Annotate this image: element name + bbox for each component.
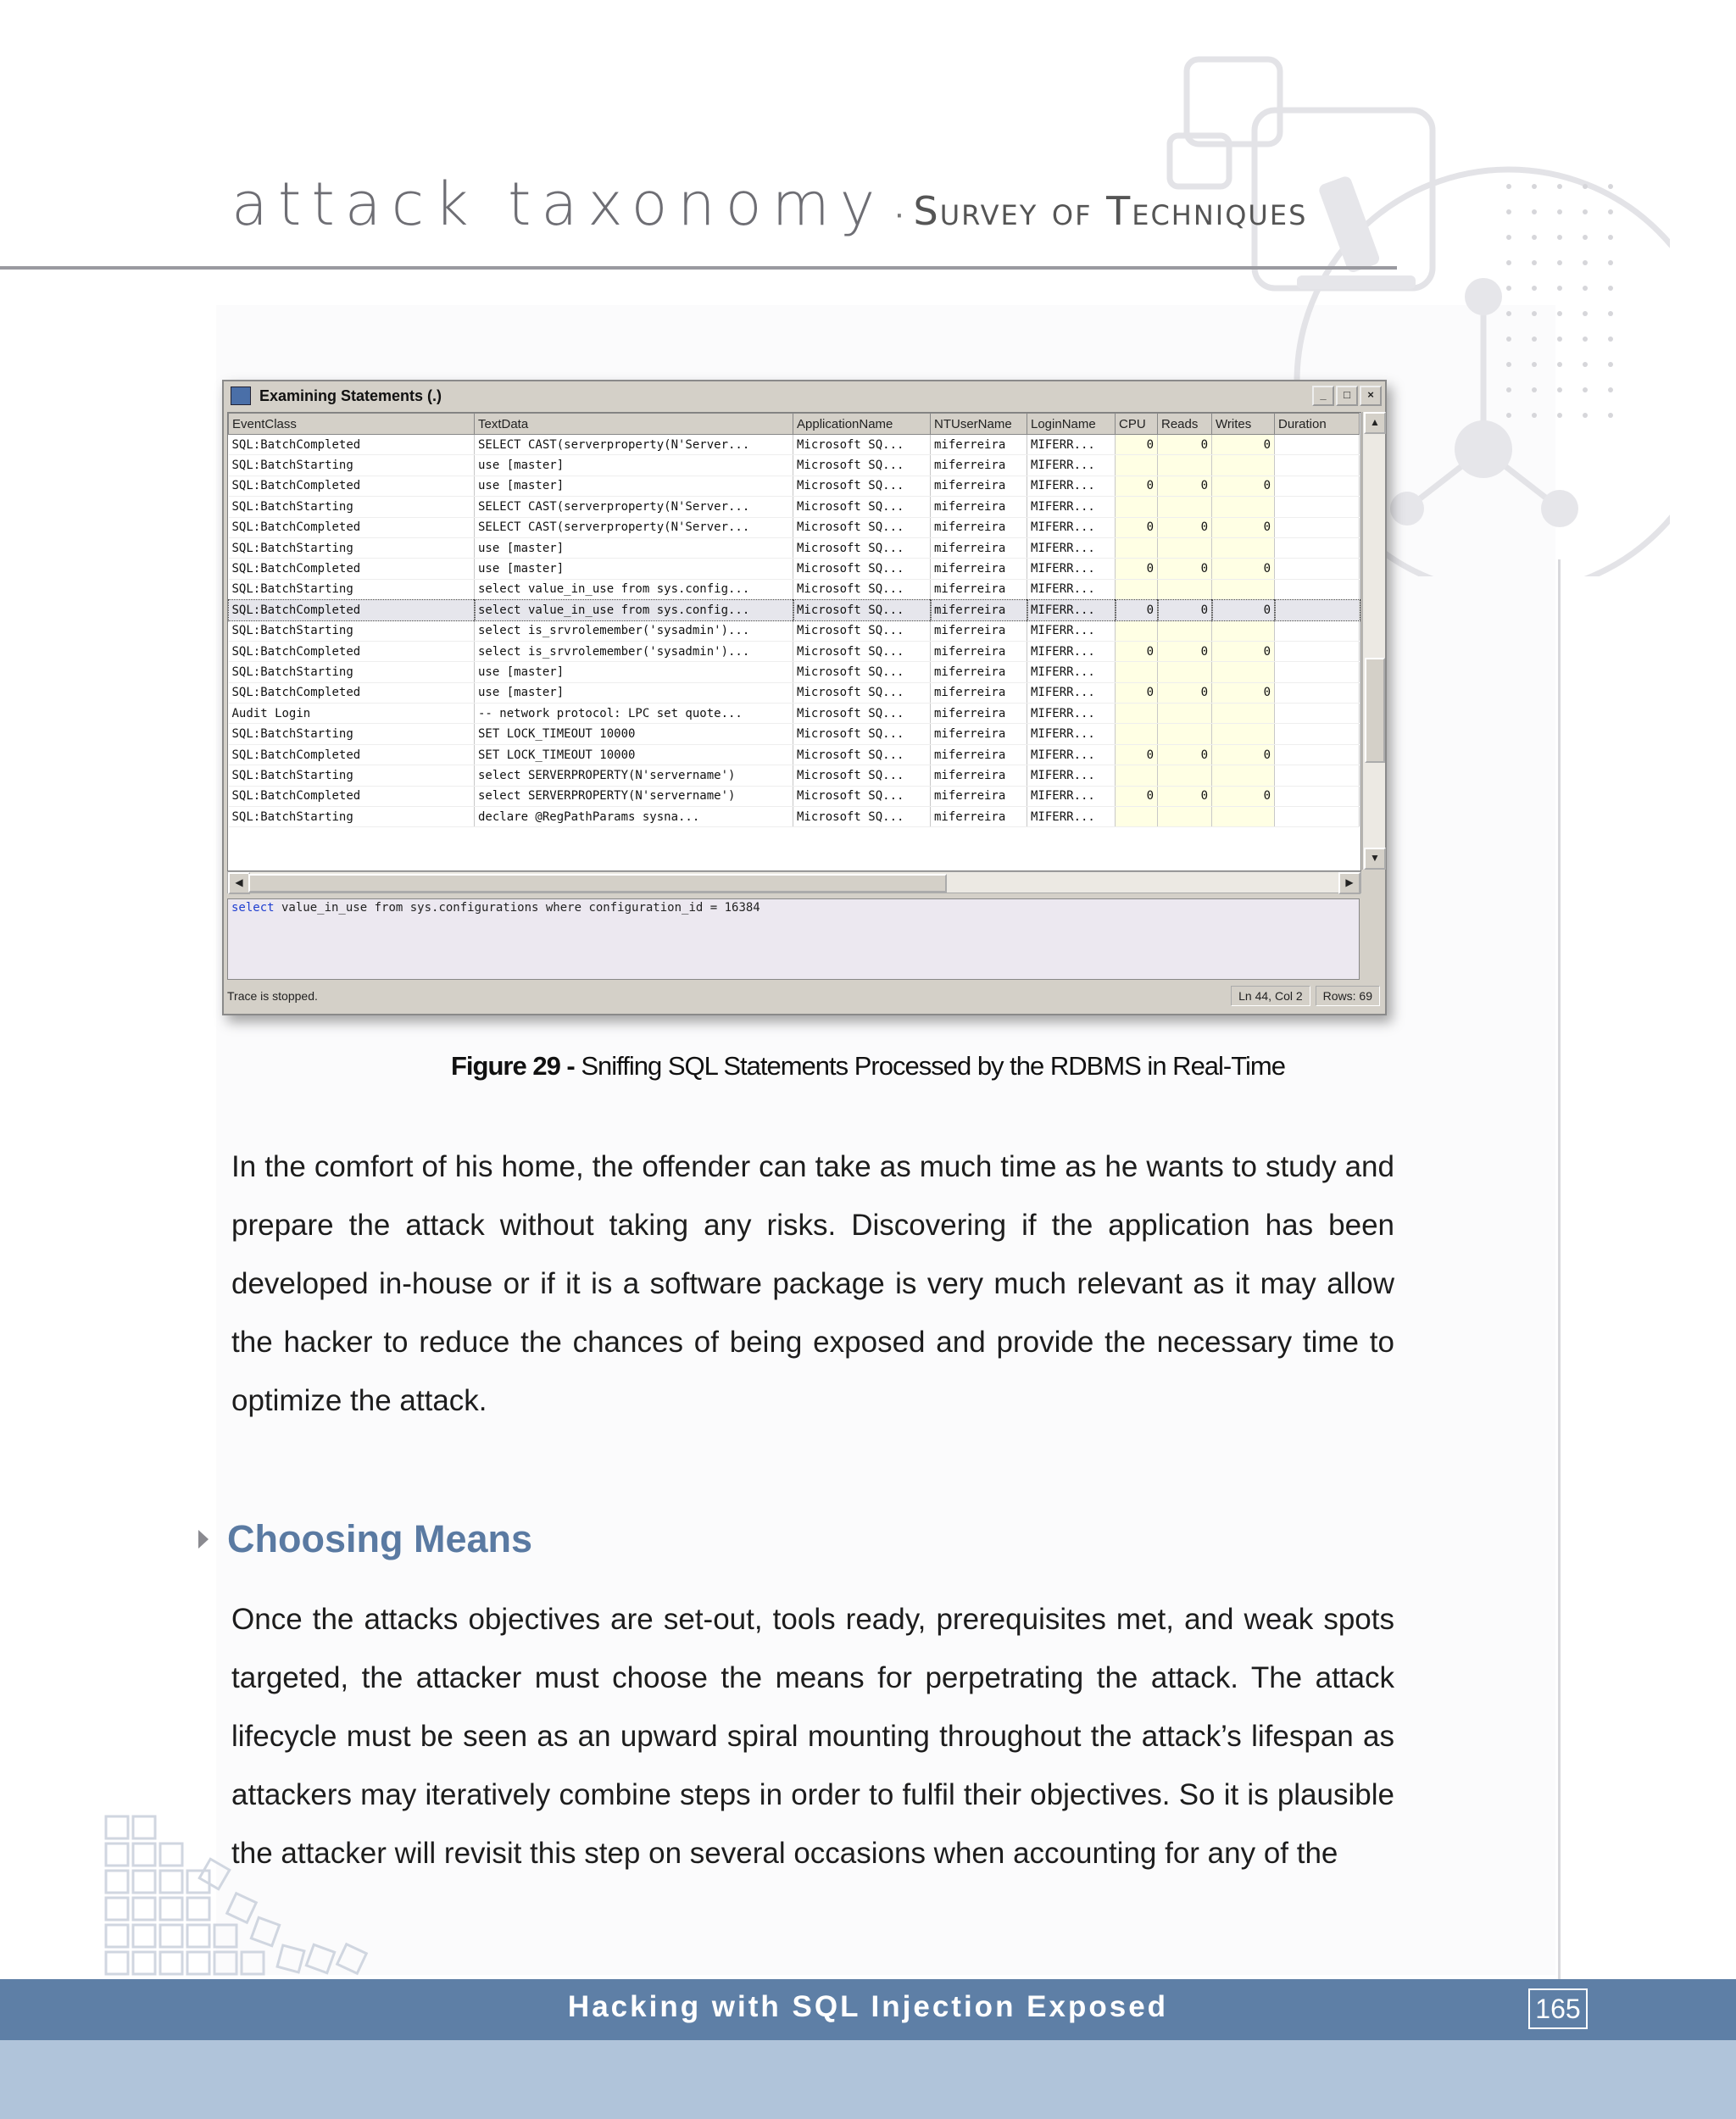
table-row[interactable] <box>229 724 1360 744</box>
horizontal-scroll-thumb[interactable] <box>248 874 947 893</box>
table-cell: miferreira <box>931 497 1027 517</box>
table-cell <box>1158 807 1212 827</box>
table-cell: 0 <box>1158 559 1212 579</box>
figure-caption <box>0 1051 1736 1082</box>
table-cell: SQL:BatchCompleted <box>229 744 475 765</box>
table-cell <box>1116 662 1158 682</box>
status-bar <box>227 985 1380 1007</box>
section-arrow-icon <box>198 1530 209 1549</box>
right-margin-rule <box>1558 559 1561 1983</box>
table-cell: 0 <box>1158 641 1212 661</box>
table-cell: select is_srvrolemember('sysadmin')... <box>475 620 793 641</box>
table-row[interactable] <box>229 517 1360 537</box>
table-cell: MIFERR... <box>1027 807 1116 827</box>
table-cell: MIFERR... <box>1027 620 1116 641</box>
table-row[interactable] <box>229 641 1360 661</box>
table-cell <box>1275 704 1360 724</box>
table-cell <box>1275 455 1360 476</box>
table-cell <box>1212 765 1275 786</box>
table-cell: SQL:BatchStarting <box>229 724 475 744</box>
table-cell: miferreira <box>931 724 1027 744</box>
table-cell <box>1212 497 1275 517</box>
table-cell <box>1275 435 1360 455</box>
table-cell: miferreira <box>931 476 1027 496</box>
table-cell: Microsoft SQ... <box>793 744 931 765</box>
table-row[interactable] <box>229 435 1360 455</box>
table-cell: SQL:BatchCompleted <box>229 641 475 661</box>
table-cell: 0 <box>1116 744 1158 765</box>
table-row[interactable] <box>229 559 1360 579</box>
table-row[interactable] <box>229 786 1360 806</box>
table-cell: Microsoft SQ... <box>793 704 931 724</box>
table-cell: Microsoft SQ... <box>793 435 931 455</box>
table-row[interactable] <box>229 662 1360 682</box>
maximize-icon[interactable]: □ <box>1336 386 1358 406</box>
table-cell: select value_in_use from sys.config... <box>475 579 793 599</box>
table-cell <box>1275 641 1360 661</box>
column-header[interactable]: Reads <box>1158 414 1212 435</box>
table-cell <box>1158 724 1212 744</box>
table-cell: Microsoft SQ... <box>793 476 931 496</box>
table-cell <box>1275 579 1360 599</box>
table-cell <box>1158 620 1212 641</box>
table-cell: Microsoft SQ... <box>793 724 931 744</box>
table-cell: Microsoft SQ... <box>793 537 931 558</box>
window-controls <box>1312 386 1382 406</box>
status-rows: Rows: 69 <box>1316 986 1380 1006</box>
table-cell: MIFERR... <box>1027 600 1116 620</box>
table-row[interactable] <box>229 497 1360 517</box>
table-cell: MIFERR... <box>1027 497 1116 517</box>
trace-grid <box>227 412 1361 871</box>
table-cell <box>1212 579 1275 599</box>
table-cell: 0 <box>1212 517 1275 537</box>
table-cell <box>1275 620 1360 641</box>
table-cell <box>1158 537 1212 558</box>
table-cell: MIFERR... <box>1027 744 1116 765</box>
table-cell: Microsoft SQ... <box>793 662 931 682</box>
table-cell: miferreira <box>931 641 1027 661</box>
table-cell: SELECT CAST(serverproperty(N'Server... <box>475 517 793 537</box>
table-cell: Microsoft SQ... <box>793 559 931 579</box>
table-row[interactable] <box>229 807 1360 827</box>
table-cell <box>1158 455 1212 476</box>
table-cell: 0 <box>1116 559 1158 579</box>
column-header[interactable]: TextData <box>475 414 793 435</box>
table-cell <box>1275 497 1360 517</box>
header-separator: · <box>893 195 905 232</box>
table-cell <box>1116 497 1158 517</box>
table-cell: 0 <box>1212 641 1275 661</box>
table-cell: MIFERR... <box>1027 455 1116 476</box>
table-cell <box>1158 579 1212 599</box>
table-cell: Microsoft SQ... <box>793 455 931 476</box>
caption-text: Sniffing SQL Statements Processed by the RDBMS in Real-Time <box>574 1051 1285 1081</box>
table-cell: SQL:BatchCompleted <box>229 682 475 703</box>
vertical-scrollbar[interactable] <box>1362 412 1385 870</box>
body-paragraph-2: Once the attacks objectives are set-out, tools ready, prerequisites met, and weak spots targeted, the attacker must choose the means for perpetrating the attack. The attack lifecycle must be seen as an upward spiral mounting throughout the attack’s lifespan as attackers may iteratively combine steps in order to fulfil their objectives. So it is plausible the attacker will revisit this step on several occasions when accounting for any of the <box>231 1603 1394 1870</box>
table-cell: use [master] <box>475 682 793 703</box>
status-position: Ln 44, Col 2 <box>1231 986 1310 1006</box>
table-cell: MIFERR... <box>1027 579 1116 599</box>
table-cell: 0 <box>1158 786 1212 806</box>
table-cell: declare @RegPathParams sysna... <box>475 807 793 827</box>
table-cell: 0 <box>1212 600 1275 620</box>
table-cell: miferreira <box>931 537 1027 558</box>
table-cell: SQL:BatchStarting <box>229 765 475 786</box>
sql-text-pane[interactable] <box>227 898 1360 980</box>
table-cell <box>1275 559 1360 579</box>
table-cell <box>1275 517 1360 537</box>
table-row[interactable] <box>229 455 1360 476</box>
column-header[interactable]: Duration <box>1275 414 1360 435</box>
table-cell <box>1275 807 1360 827</box>
section-heading <box>198 1517 532 1561</box>
column-header[interactable]: ApplicationName <box>793 414 931 435</box>
table-cell: miferreira <box>931 600 1027 620</box>
table-cell: miferreira <box>931 744 1027 765</box>
table-cell: SQL:BatchCompleted <box>229 600 475 620</box>
table-cell <box>1212 807 1275 827</box>
table-cell: miferreira <box>931 662 1027 682</box>
table-cell: select SERVERPROPERTY(N'servername') <box>475 786 793 806</box>
header-lead: attack taxonomy <box>231 170 886 239</box>
table-cell: 0 <box>1116 517 1158 537</box>
table-cell: use [master] <box>475 559 793 579</box>
table-cell <box>1116 620 1158 641</box>
table-cell: select value_in_use from sys.config... <box>475 600 793 620</box>
table-cell <box>1275 765 1360 786</box>
table-row[interactable] <box>229 682 1360 703</box>
table-cell: 0 <box>1158 476 1212 496</box>
table-cell <box>1116 765 1158 786</box>
table-cell: 0 <box>1116 641 1158 661</box>
footer-book-title: Hacking with SQL Injection Exposed <box>567 1990 1169 2023</box>
table-cell: MIFERR... <box>1027 662 1116 682</box>
header-rule <box>0 266 1397 270</box>
table-cell: miferreira <box>931 517 1027 537</box>
table-cell: 0 <box>1158 744 1212 765</box>
table-cell <box>1212 620 1275 641</box>
table-cell: Microsoft SQ... <box>793 620 931 641</box>
table-cell: miferreira <box>931 579 1027 599</box>
table-cell: miferreira <box>931 559 1027 579</box>
table-cell: 0 <box>1116 476 1158 496</box>
table-cell: use [master] <box>475 455 793 476</box>
table-cell: Microsoft SQ... <box>793 600 931 620</box>
table-cell: MIFERR... <box>1027 704 1116 724</box>
table-cell <box>1275 744 1360 765</box>
scroll-left-icon[interactable]: ◀ <box>228 872 250 894</box>
table-cell <box>1212 455 1275 476</box>
trace-header-row <box>229 414 1360 435</box>
table-cell: MIFERR... <box>1027 476 1116 496</box>
table-cell <box>1275 662 1360 682</box>
table-cell <box>1116 807 1158 827</box>
table-row[interactable] <box>229 744 1360 765</box>
status-text: Trace is stopped. <box>227 989 318 1003</box>
table-row[interactable] <box>229 704 1360 724</box>
table-cell <box>1275 682 1360 703</box>
table-cell: Microsoft SQ... <box>793 579 931 599</box>
table-cell <box>1212 704 1275 724</box>
table-row[interactable] <box>229 620 1360 641</box>
column-header[interactable]: NTUserName <box>931 414 1027 435</box>
table-cell: select is_srvrolemember('sysadmin')... <box>475 641 793 661</box>
table-cell: use [master] <box>475 662 793 682</box>
horizontal-scrollbar[interactable] <box>227 871 1361 893</box>
table-cell: -- network protocol: LPC set quote... <box>475 704 793 724</box>
table-cell: SQL:BatchCompleted <box>229 786 475 806</box>
sql-keyword: select <box>231 901 275 915</box>
footer-lower-band <box>0 2040 1736 2119</box>
vertical-scroll-thumb[interactable] <box>1365 658 1385 763</box>
sql-text: value_in_use from sys.configurations where configuration_id = 16384 <box>274 901 760 915</box>
scroll-down-icon[interactable]: ▼ <box>1364 848 1386 870</box>
profiler-window-screenshot <box>222 380 1387 1015</box>
table-cell: miferreira <box>931 765 1027 786</box>
page-number: 165 <box>1528 1988 1588 2029</box>
table-row[interactable] <box>229 537 1360 558</box>
table-cell: 0 <box>1116 786 1158 806</box>
table-cell <box>1275 724 1360 744</box>
table-cell: select SERVERPROPERTY(N'servername') <box>475 765 793 786</box>
table-cell: SQL:BatchCompleted <box>229 559 475 579</box>
table-cell: 0 <box>1212 786 1275 806</box>
table-cell: SQL:BatchStarting <box>229 455 475 476</box>
table-row[interactable] <box>229 476 1360 496</box>
table-cell: Audit Login <box>229 704 475 724</box>
table-cell <box>1116 455 1158 476</box>
table-cell: SQL:BatchStarting <box>229 497 475 517</box>
table-cell <box>1275 537 1360 558</box>
trace-body <box>229 435 1360 827</box>
table-cell: 0 <box>1158 682 1212 703</box>
table-cell: MIFERR... <box>1027 537 1116 558</box>
table-cell <box>1212 724 1275 744</box>
table-cell: miferreira <box>931 682 1027 703</box>
trace-table <box>228 413 1360 827</box>
table-cell <box>1212 662 1275 682</box>
header-trail: Survey of Techniques <box>913 188 1308 234</box>
table-cell: Microsoft SQ... <box>793 682 931 703</box>
table-cell: 0 <box>1158 435 1212 455</box>
caption-label: Figure 29 - <box>451 1051 575 1081</box>
table-cell: use [master] <box>475 476 793 496</box>
scroll-right-icon[interactable]: ▶ <box>1338 872 1360 894</box>
table-cell <box>1158 704 1212 724</box>
table-cell: SQL:BatchStarting <box>229 620 475 641</box>
table-row[interactable] <box>229 579 1360 599</box>
table-cell: 0 <box>1212 744 1275 765</box>
table-cell: 0 <box>1212 559 1275 579</box>
table-cell: miferreira <box>931 620 1027 641</box>
table-cell: 0 <box>1212 476 1275 496</box>
table-cell <box>1212 537 1275 558</box>
table-cell: use [master] <box>475 537 793 558</box>
table-cell: 0 <box>1116 682 1158 703</box>
table-cell: SQL:BatchStarting <box>229 579 475 599</box>
table-cell <box>1116 537 1158 558</box>
table-cell <box>1116 724 1158 744</box>
section-title: Choosing Means <box>227 1517 533 1560</box>
table-cell: MIFERR... <box>1027 641 1116 661</box>
body-paragraph-1: In the comfort of his home, the offender can take as much time as he wants to study and prepare the attack without taking any risks. Discovering if the application has been developed in-house or if it is a software package is very much relevant as it may allow the hacker to reduce the chances of being exposed and provide the necessary time to optimize the attack. <box>231 1150 1394 1417</box>
table-cell: SELECT CAST(serverproperty(N'Server... <box>475 497 793 517</box>
table-cell: MIFERR... <box>1027 786 1116 806</box>
table-cell <box>1275 786 1360 806</box>
table-row[interactable] <box>229 600 1360 620</box>
running-header <box>231 170 1307 239</box>
table-cell: 0 <box>1212 435 1275 455</box>
table-cell: MIFERR... <box>1027 724 1116 744</box>
column-header[interactable]: Writes <box>1212 414 1275 435</box>
table-cell: MIFERR... <box>1027 517 1116 537</box>
table-cell: SQL:BatchStarting <box>229 662 475 682</box>
table-cell: 0 <box>1116 435 1158 455</box>
table-cell: miferreira <box>931 704 1027 724</box>
table-cell: miferreira <box>931 786 1027 806</box>
table-row[interactable] <box>229 765 1360 786</box>
table-cell: MIFERR... <box>1027 435 1116 455</box>
minimize-icon[interactable]: _ <box>1312 386 1334 406</box>
table-cell: Microsoft SQ... <box>793 807 931 827</box>
table-cell <box>1116 704 1158 724</box>
close-icon[interactable]: × <box>1360 386 1382 406</box>
table-cell: Microsoft SQ... <box>793 517 931 537</box>
table-cell: miferreira <box>931 455 1027 476</box>
table-cell: SET LOCK_TIMEOUT 10000 <box>475 744 793 765</box>
table-cell: Microsoft SQ... <box>793 497 931 517</box>
table-cell: 0 <box>1158 517 1212 537</box>
column-header[interactable]: EventClass <box>229 414 475 435</box>
table-cell: SELECT CAST(serverproperty(N'Server... <box>475 435 793 455</box>
table-cell: SET LOCK_TIMEOUT 10000 <box>475 724 793 744</box>
window-title: Examining Statements (.) <box>259 387 442 404</box>
table-cell: MIFERR... <box>1027 559 1116 579</box>
table-cell <box>1275 476 1360 496</box>
table-cell: SQL:BatchStarting <box>229 807 475 827</box>
scroll-up-icon[interactable]: ▲ <box>1364 412 1386 434</box>
table-cell: miferreira <box>931 807 1027 827</box>
table-cell: 0 <box>1158 600 1212 620</box>
table-cell: MIFERR... <box>1027 682 1116 703</box>
table-cell: SQL:BatchStarting <box>229 537 475 558</box>
table-cell: 0 <box>1116 600 1158 620</box>
table-cell <box>1275 600 1360 620</box>
table-cell: Microsoft SQ... <box>793 765 931 786</box>
table-cell <box>1158 662 1212 682</box>
table-cell: miferreira <box>931 435 1027 455</box>
table-cell: 0 <box>1212 682 1275 703</box>
table-cell: MIFERR... <box>1027 765 1116 786</box>
table-cell <box>1116 579 1158 599</box>
window-app-icon <box>231 387 251 405</box>
window-titlebar <box>224 381 1385 410</box>
column-header[interactable]: LoginName <box>1027 414 1116 435</box>
table-cell: Microsoft SQ... <box>793 786 931 806</box>
table-cell: Microsoft SQ... <box>793 641 931 661</box>
table-cell <box>1158 765 1212 786</box>
table-cell: SQL:BatchCompleted <box>229 517 475 537</box>
table-cell <box>1158 497 1212 517</box>
column-header[interactable]: CPU <box>1116 414 1158 435</box>
table-cell: SQL:BatchCompleted <box>229 476 475 496</box>
table-cell: SQL:BatchCompleted <box>229 435 475 455</box>
